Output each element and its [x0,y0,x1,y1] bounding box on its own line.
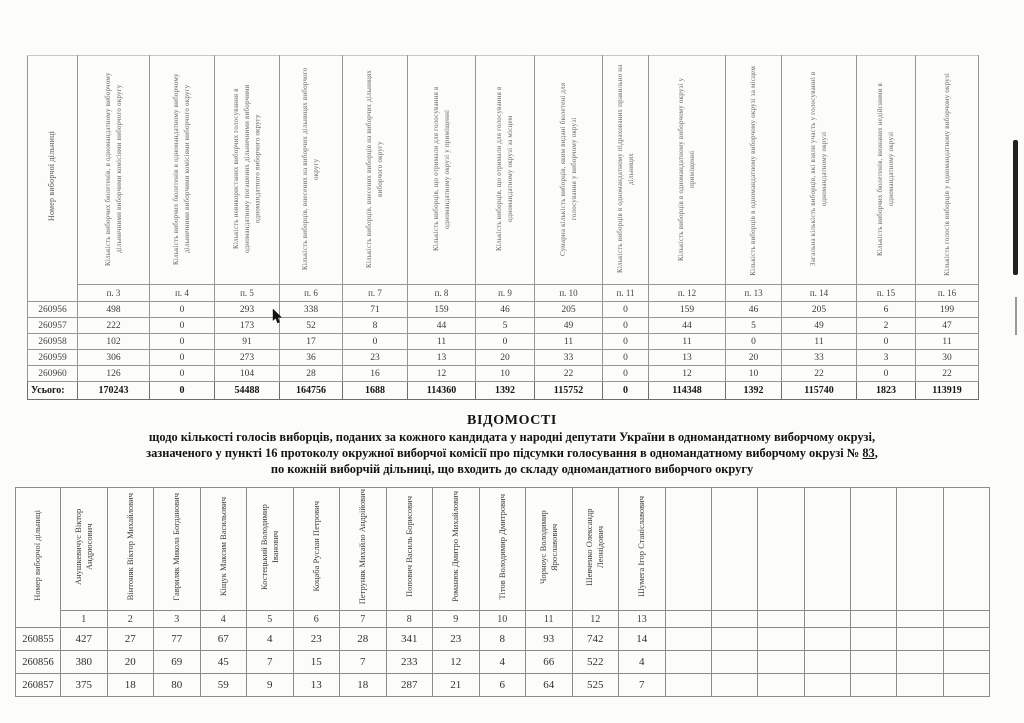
value-cell: 0 [476,334,535,350]
scan-artifact-bar [1013,140,1018,275]
value-cell: 5 [476,318,535,334]
table-row [28,334,979,350]
total-value-cell: 114348 [649,382,726,400]
candidate-column-header [619,488,666,611]
point-number-label: п. 13 [726,285,782,302]
value-cell: 71 [343,302,408,318]
vote-count-cell: 9 [247,674,294,697]
total-value-cell: 54488 [215,382,280,400]
empty-column-header [851,488,897,611]
table2-column-number-row [16,611,990,628]
value-cell: 0 [150,350,215,366]
vote-count-cell: 21 [433,674,480,697]
candidate-column-header [340,488,387,611]
value-cell: 30 [916,350,979,366]
precinct-number-column-label: Номер виборчої дільниці [32,509,43,601]
value-cell: 3 [857,350,916,366]
total-value-cell: 1392 [726,382,782,400]
column-header-text: Кількість виборців, що отримали для голосування в одномандатному окрузі за місцем [495,86,514,252]
point-number-label: п. 12 [649,285,726,302]
column-number-label: 4 [200,611,247,628]
value-cell: 22 [535,366,603,382]
table1-point-number-row [28,285,979,302]
value-cell: 23 [343,350,408,366]
candidate-name: Коцаба Руслан Петрович [310,501,321,592]
total-value-cell: 115740 [782,382,857,400]
candidate-name: Чорноус Володимир Ярославович [537,509,559,584]
vote-count-cell: 64 [526,674,573,697]
value-cell: 12 [408,366,476,382]
point-number-label: п. 7 [343,285,408,302]
candidate-name: Анушкевичус Віктор Андрюсович [72,508,94,585]
empty-number-cell [943,611,989,628]
total-value-cell: 115752 [535,382,603,400]
column-header-text: Кількість невикористаних виборчих голосування в одномандатному погашених дільничними виборчими одномандатного виборчого округу [231,84,262,254]
table2-header-row [16,488,990,611]
value-cell: 11 [782,334,857,350]
vote-count-cell: 23 [293,628,340,651]
column-header [150,56,215,285]
value-cell: 11 [916,334,979,350]
empty-cell [897,674,943,697]
empty-cell [851,628,897,651]
precinct-number-cell: 260959 [28,350,78,366]
column-header-text: Кількість виборців, внесених виборців на виборчих дільницях виборчого округу [365,69,384,269]
vote-count-cell: 12 [433,651,480,674]
column-number-label: 2 [107,611,154,628]
column-number-label: 11 [526,611,573,628]
candidate-column-header [154,488,201,611]
precinct-number-column-header [28,56,78,302]
vote-count-cell: 80 [154,674,201,697]
empty-column-header [897,488,943,611]
point-number-label: п. 9 [476,285,535,302]
value-cell: 173 [215,318,280,334]
candidate-name: Вінтоняк Віктор Михайлович [124,492,135,601]
vote-count-cell: 287 [386,674,433,697]
vote-count-cell: 14 [619,628,666,651]
value-cell: 52 [280,318,343,334]
value-cell: 126 [78,366,150,382]
precinct-number-cell: 260956 [28,302,78,318]
candidate-name: Костецький Володимир Іванович [258,503,280,590]
point-number-label: п. 11 [603,285,649,302]
column-number-label: 3 [154,611,201,628]
vote-count-cell: 69 [154,651,201,674]
value-cell: 13 [408,350,476,366]
value-cell: 91 [215,334,280,350]
vote-count-cell: 522 [572,651,619,674]
column-header [649,56,726,285]
empty-cell [758,651,804,674]
value-cell: 0 [150,366,215,382]
value-cell: 11 [535,334,603,350]
column-header-text: Кількість виборців в одномандатному виборчому окрузі за місцем [749,66,758,276]
vote-count-cell: 66 [526,651,573,674]
value-cell: 22 [916,366,979,382]
column-header-text: Кількість виборчих бюлетенів, визнаних недійсними в одномандатному окрузі [876,82,895,256]
candidate-name: Петруняк Михайло Андрійович [357,488,368,605]
point-number-label: п. 4 [150,285,215,302]
vote-count-cell: 59 [200,674,247,697]
value-cell: 46 [476,302,535,318]
total-value-cell: 113919 [916,382,979,400]
column-header-text: Кількість голосів виборців у одномандатному виборчому окрузі [942,73,951,276]
title-line-3: по кожній виборчій дільниці, що входить до складу одномандатного виборчого округу [270,462,754,477]
value-cell: 49 [782,318,857,334]
value-cell: 49 [535,318,603,334]
vote-count-cell: 7 [247,651,294,674]
value-cell: 17 [280,334,343,350]
value-cell: 11 [649,334,726,350]
vote-count-cell: 93 [526,628,573,651]
column-header [280,56,343,285]
value-cell: 0 [150,318,215,334]
empty-cell [943,674,989,697]
value-cell: 159 [649,302,726,318]
value-cell: 104 [215,366,280,382]
value-cell: 159 [408,302,476,318]
empty-cell [851,674,897,697]
total-value-cell: 1392 [476,382,535,400]
empty-cell [711,674,757,697]
value-cell: 44 [649,318,726,334]
vote-count-cell: 4 [619,651,666,674]
empty-cell [711,628,757,651]
column-header [726,56,782,285]
vote-count-cell: 4 [479,651,526,674]
column-header-text: Загальна кількість виборців, які взяли участь у голосуванні в одномандатному окрузі [809,71,828,267]
empty-column-header [758,488,804,611]
column-number-label: 13 [619,611,666,628]
column-header-text: Кількість виборців в одномандатному підрахованих правильно на дільницях [615,64,635,274]
empty-cell [943,651,989,674]
value-cell: 44 [408,318,476,334]
empty-number-cell [665,611,711,628]
value-cell: 0 [150,334,215,350]
vote-count-cell: 28 [340,628,387,651]
candidate-name: Шевченко Олександр Леонідович [584,507,606,586]
value-cell: 33 [782,350,857,366]
value-cell: 46 [726,302,782,318]
vote-count-cell: 20 [107,651,154,674]
vote-count-cell: 18 [340,674,387,697]
column-header [857,56,916,285]
empty-cell [665,674,711,697]
column-header-text: Кількість виборців, внесених на виборчих дільницях виборчого округу [301,67,320,271]
title-line-2-text: зазначеного у пункті 16 протоколу окружної виборчої комісії про підсумки голосування в одномандатному виборчому окрузі № [146,446,863,461]
candidate-column-header [526,488,573,611]
vote-count-cell: 341 [386,628,433,651]
point-number-label: п. 15 [857,285,916,302]
value-cell: 5 [726,318,782,334]
table-row [28,350,979,366]
column-header [535,56,603,285]
point-number-label: п. 6 [280,285,343,302]
table-row [16,651,990,674]
scan-artifact-mark [1015,297,1017,335]
vote-count-cell: 7 [340,651,387,674]
vote-count-cell: 13 [293,674,340,697]
total-value-cell: 114360 [408,382,476,400]
total-value-cell: 0 [150,382,215,400]
candidate-column-header [247,488,294,611]
vote-count-cell: 27 [107,628,154,651]
column-header-text: Сумарна кількість виборців, яким видані бюлетені для голосування у виборчому окрузі [558,82,578,256]
column-number-label: 1 [61,611,108,628]
table-row [28,302,979,318]
total-value-cell: 164756 [280,382,343,400]
empty-cell [758,628,804,651]
value-cell: 10 [726,366,782,382]
table-row [16,628,990,651]
candidate-name: Попович Василь Борисович [403,496,414,597]
column-header [782,56,857,285]
value-cell: 20 [726,350,782,366]
precinct-number-cell: 260960 [28,366,78,382]
candidate-column-header [200,488,247,611]
candidate-column-header [572,488,619,611]
value-cell: 0 [857,366,916,382]
precinct-number-column-label: Номер виборчої дільниці [47,130,57,221]
precinct-number-cell: 260855 [16,628,61,651]
vote-count-cell: 525 [572,674,619,697]
column-number-label: 8 [386,611,433,628]
column-number-label: 10 [479,611,526,628]
candidate-name: Романюк Дмитро Михайлович [450,491,461,602]
column-number-label: 7 [340,611,387,628]
empty-cell [897,651,943,674]
document-title-block [0,413,1024,477]
column-header [476,56,535,285]
vote-count-cell: 7 [619,674,666,697]
candidate-name: Шумега Ігор Станіславович [636,496,647,597]
value-cell: 222 [78,318,150,334]
column-number-label: 12 [572,611,619,628]
value-cell: 0 [150,302,215,318]
value-cell: 0 [603,366,649,382]
column-header [603,56,649,285]
candidate-name: Кіщук Максим Васильович [217,496,228,597]
total-value-cell: 1823 [857,382,916,400]
column-header-text: Кількість виборчих бюлетенів в одномандатному виборчому дільничними виборчими комісіями виборчого округу [172,73,191,265]
table1-header-row [28,56,979,285]
total-value-cell: 1688 [343,382,408,400]
totals-label: Усього: [28,382,78,400]
empty-number-cell [804,611,850,628]
vote-count-cell: 23 [433,628,480,651]
empty-cell [711,651,757,674]
candidate-votes-table [15,487,990,697]
column-header [916,56,979,285]
empty-cell [943,628,989,651]
value-cell: 102 [78,334,150,350]
empty-cell [665,651,711,674]
column-header-text: Кількість виборців в одномандатному виборчому окрузі у приміщенні [677,77,696,261]
column-number-label: 6 [293,611,340,628]
point-number-label: п. 3 [78,285,150,302]
precinct-number-column-header [16,488,61,628]
empty-cell [897,628,943,651]
column-header [78,56,150,285]
value-cell: 0 [603,350,649,366]
vote-count-cell: 67 [200,628,247,651]
value-cell: 338 [280,302,343,318]
mouse-cursor-icon [272,309,283,324]
value-cell: 0 [603,302,649,318]
title-line-2-suffix: , [874,446,878,461]
empty-column-header [943,488,989,611]
total-value-cell: 170243 [78,382,150,400]
value-cell: 0 [343,334,408,350]
value-cell: 293 [215,302,280,318]
empty-cell [804,651,850,674]
precinct-number-cell: 260958 [28,334,78,350]
candidate-name: Гавриляк Микола Богданович [171,492,182,601]
totals-row [28,382,979,400]
precinct-number-cell: 260957 [28,318,78,334]
empty-cell [758,674,804,697]
value-cell: 205 [782,302,857,318]
value-cell: 13 [649,350,726,366]
candidate-column-header [479,488,526,611]
vote-count-cell: 233 [386,651,433,674]
empty-cell [804,628,850,651]
column-header [215,56,280,285]
value-cell: 16 [343,366,408,382]
vote-count-cell: 375 [61,674,108,697]
point-number-label: п. 8 [408,285,476,302]
title-line-2 [0,446,1024,461]
table-row [16,674,990,697]
vote-count-cell: 15 [293,651,340,674]
value-cell: 12 [649,366,726,382]
table-row [28,318,979,334]
empty-number-cell [711,611,757,628]
vote-count-cell: 742 [572,628,619,651]
empty-column-header [711,488,757,611]
table-row [28,366,979,382]
value-cell: 6 [857,302,916,318]
empty-number-cell [758,611,804,628]
value-cell: 199 [916,302,979,318]
value-cell: 10 [476,366,535,382]
vote-count-cell: 6 [479,674,526,697]
district-number: 83 [862,446,875,461]
candidate-column-header [433,488,480,611]
column-header [408,56,476,285]
candidate-column-header [386,488,433,611]
value-cell: 0 [603,334,649,350]
value-cell: 22 [782,366,857,382]
value-cell: 0 [603,318,649,334]
empty-column-header [804,488,850,611]
empty-number-cell [897,611,943,628]
point-number-label: п. 16 [916,285,979,302]
value-cell: 498 [78,302,150,318]
point-number-label: п. 14 [782,285,857,302]
empty-number-cell [851,611,897,628]
value-cell: 11 [408,334,476,350]
precinct-summary-table [27,55,979,400]
title-line-1: щодо кількості голосів виборців, поданих за кожного кандидата у народні депутати України в одномандатному виборчому окрузі, [148,430,876,444]
value-cell: 20 [476,350,535,366]
empty-cell [665,628,711,651]
vote-count-cell: 18 [107,674,154,697]
value-cell: 28 [280,366,343,382]
point-number-label: п. 10 [535,285,603,302]
empty-cell [851,651,897,674]
column-number-label: 5 [247,611,294,628]
value-cell: 36 [280,350,343,366]
value-cell: 273 [215,350,280,366]
total-value-cell: 0 [603,382,649,400]
empty-column-header [665,488,711,611]
candidate-name: Тітов Володимир Дмитрович [496,493,507,600]
value-cell: 306 [78,350,150,366]
vote-count-cell: 8 [479,628,526,651]
column-header-text: Кількість виборчих бюлетенів, в одномандатному виборчому дільничними виборчими комісіями виборчого округу [103,72,123,266]
column-header [343,56,408,285]
precinct-number-cell: 260857 [16,674,61,697]
column-number-label: 9 [433,611,480,628]
precinct-number-cell: 260856 [16,651,61,674]
value-cell: 0 [857,334,916,350]
value-cell: 205 [535,302,603,318]
value-cell: 8 [343,318,408,334]
vote-count-cell: 45 [200,651,247,674]
value-cell: 2 [857,318,916,334]
empty-cell [804,674,850,697]
value-cell: 0 [726,334,782,350]
vote-count-cell: 427 [61,628,108,651]
candidate-column-header [61,488,108,611]
candidate-column-header [293,488,340,611]
candidate-column-header [107,488,154,611]
value-cell: 47 [916,318,979,334]
point-number-label: п. 5 [215,285,280,302]
vote-count-cell: 380 [61,651,108,674]
value-cell: 33 [535,350,603,366]
title-heading: ВІДОМОСТІ [467,413,557,428]
vote-count-cell: 4 [247,628,294,651]
column-header-text: Кількість виборців, що отримали для голосування в одномандатному окрузі у приміщенні [431,86,451,252]
vote-count-cell: 77 [154,628,201,651]
